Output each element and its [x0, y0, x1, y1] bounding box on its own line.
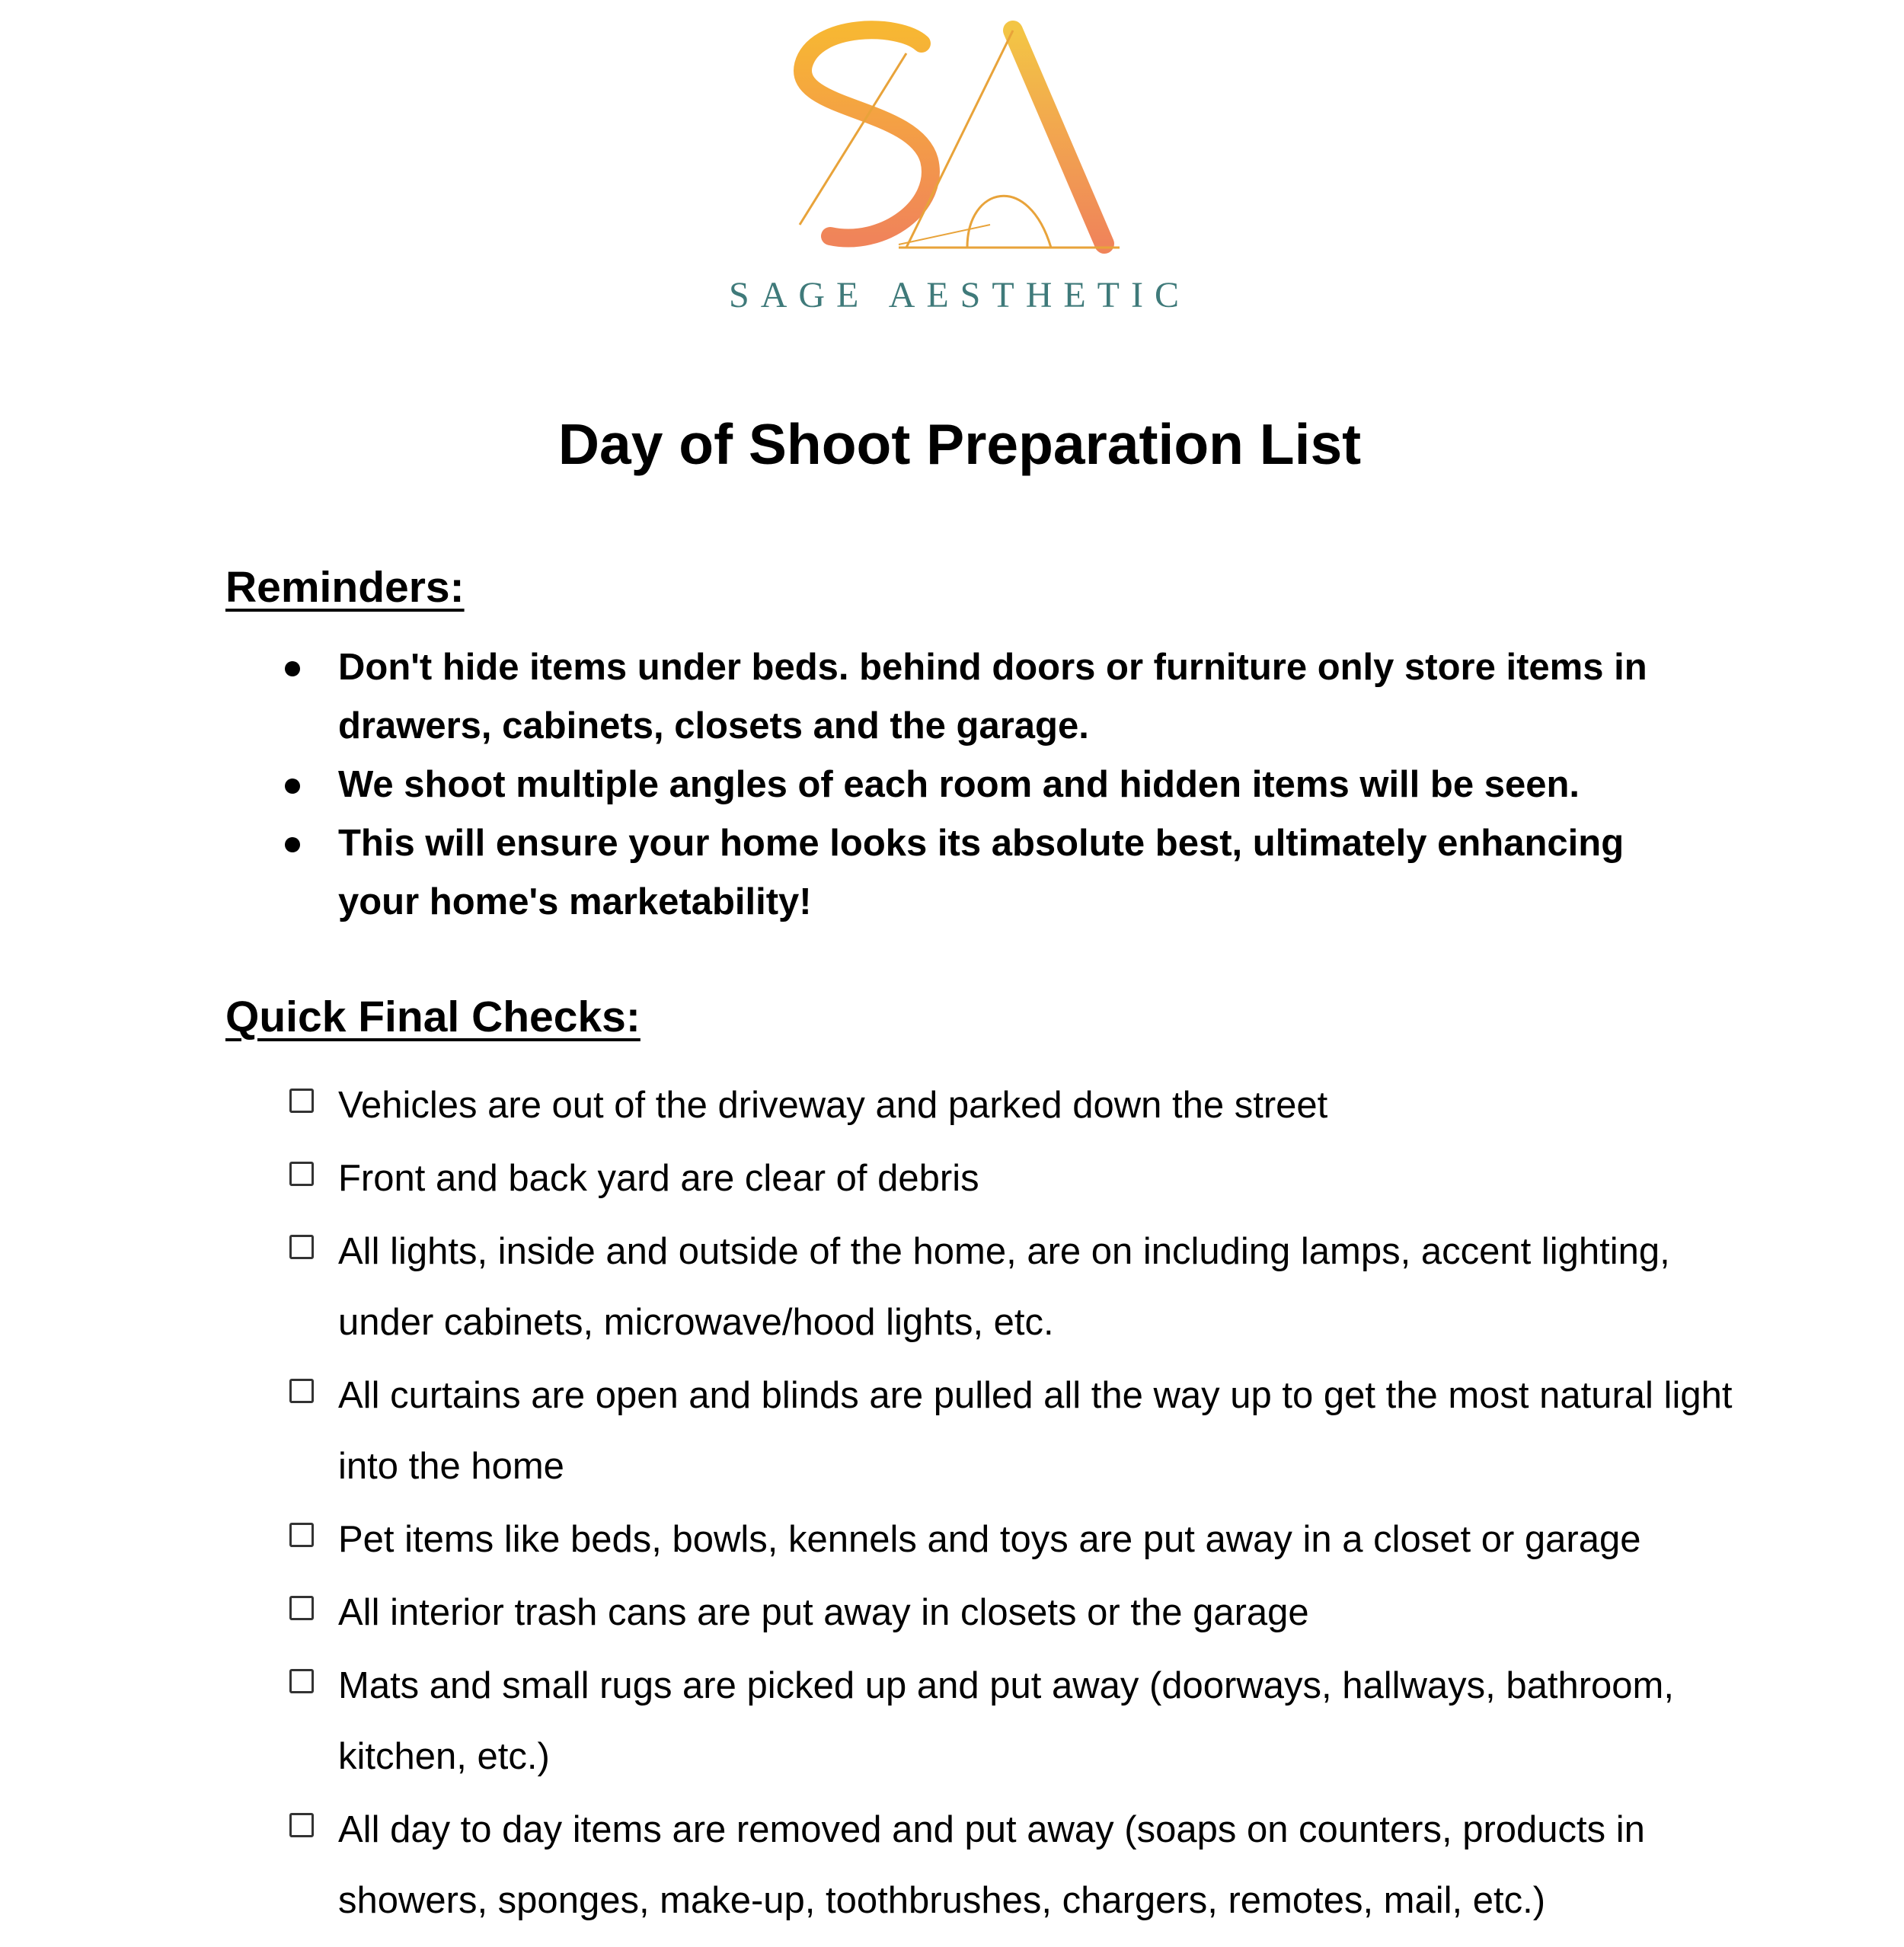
brand-name: SAGE AESTHETIC: [729, 275, 1190, 315]
checklist-item: [225, 1795, 1741, 1936]
checklist-item-label: Pet items like beds, bowls, kennels and toys are put away in a closet or garage: [338, 1519, 1641, 1560]
checklist-item-label: All lights, inside and outside of the home, are on including lamps, accent lighting, under cabinets, microwave/hood lights, etc.: [338, 1231, 1670, 1343]
checklist-item-label: All curtains are open and blinds are pulled all the way up to get the most natural light into the home: [338, 1375, 1733, 1487]
checklist-item: [225, 1216, 1741, 1358]
reminders-heading: Reminders:: [225, 563, 465, 612]
checklist-item-label: All interior trash cans are put away in closets or the garage: [338, 1592, 1309, 1633]
checklist-item-label: Mats and small rugs are picked up and put away (doorways, hallways, bathroom, kitchen, etc.): [338, 1665, 1674, 1777]
checklist-item: [225, 1504, 1741, 1575]
reminder-item: [225, 638, 1711, 756]
checklist-item-label: Vehicles are out of the driveway and parked down the street: [338, 1085, 1328, 1126]
checklist-item: [225, 1070, 1741, 1141]
reminder-text: Don't hide items under beds. behind doors or furniture only store items in drawers, cabinets, closets and the garage.: [338, 647, 1647, 747]
checkbox-icon[interactable]: [289, 1235, 314, 1259]
checkbox-icon[interactable]: [289, 1523, 314, 1547]
checkbox-icon[interactable]: [289, 1379, 314, 1403]
reminder-text: This will ensure your home looks its absolute best, ultimately enhancing your home's marketability!: [338, 823, 1624, 922]
checklist-item-label: All day to day items are removed and put away (soaps on counters, products in showers, sponges, make-up, toothbrushes, chargers, remotes, mail, etc.): [338, 1809, 1645, 1921]
bullet-icon: [285, 778, 300, 794]
page-title: Day of Shoot Preparation List: [557, 412, 1362, 476]
bullet-icon: [285, 661, 300, 676]
brand-logo-mark: [784, 19, 1135, 255]
checklist-item: [225, 1578, 1741, 1648]
checkbox-icon[interactable]: [289, 1162, 314, 1186]
bullet-icon: [285, 837, 300, 852]
checklist-item-label: Front and back yard are clear of debris: [338, 1158, 979, 1199]
reminder-item: [225, 756, 1711, 814]
checkbox-icon[interactable]: [289, 1669, 314, 1693]
checklist-item: [225, 1360, 1741, 1502]
quick-final-checks-heading: Quick Final Checks:: [225, 993, 641, 1041]
checklist-item: [225, 1143, 1741, 1214]
reminder-item: [225, 814, 1711, 932]
reminder-text: We shoot multiple angles of each room and hidden items will be seen.: [338, 764, 1580, 805]
checklist-item: [225, 1651, 1741, 1792]
checkbox-icon[interactable]: [289, 1089, 314, 1113]
checkbox-icon[interactable]: [289, 1596, 314, 1620]
reminders-list: [225, 638, 1711, 932]
checklist: [225, 1070, 1741, 1939]
checkbox-icon[interactable]: [289, 1813, 314, 1837]
